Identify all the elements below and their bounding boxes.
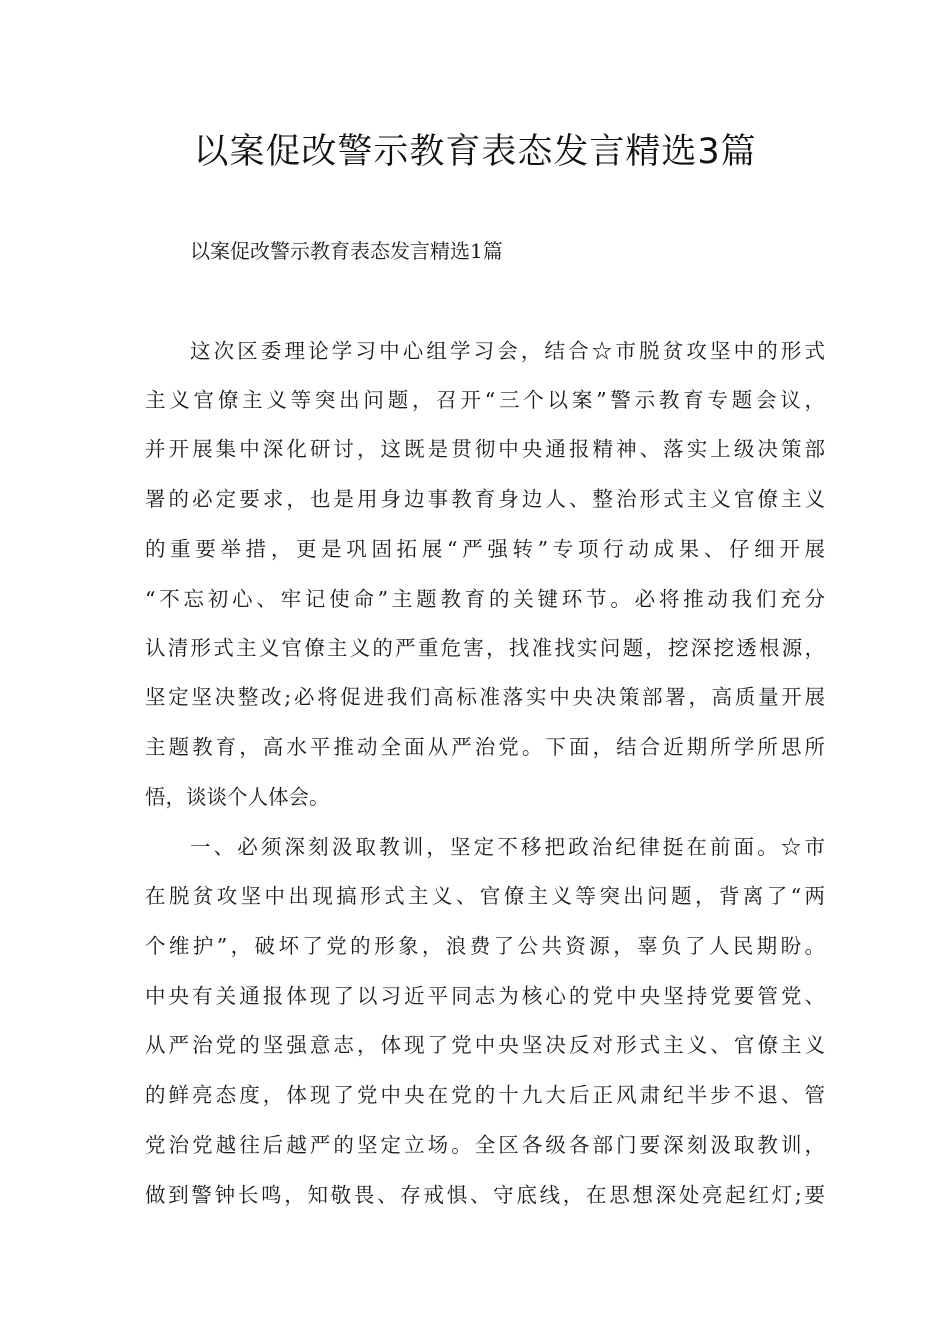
paragraph-line: 中央有关通报体现了以习近平同志为核心的党中央坚持党要管党、 [145, 984, 825, 1008]
paragraph-line: 在脱贫攻坚中出现搞形式主义、官僚主义等突出问题，背离了“两 [145, 884, 825, 908]
document-title: 以案促改警示教育表态发言精选3篇 [193, 132, 757, 172]
paragraph-line: 坚定坚决整改;必将促进我们高标准落实中央决策部署，高质量开展 [145, 685, 825, 709]
paragraph-line: 主题教育，高水平推动全面从严治党。下面，结合近期所学所思所 [145, 735, 825, 759]
paragraph-line: 做到警钟长鸣，知敬畏、存戒惧、守底线，在思想深处亮起红灯;要 [145, 1183, 825, 1207]
paragraph-line: 的重要举措，更是巩固拓展“严强转”专项行动成果、仔细开展 [145, 537, 825, 561]
paragraph-line: 主义官僚主义等突出问题，召开“三个以案”警示教育专题会议， [145, 388, 825, 412]
paragraph-line: 并开展集中深化研讨，这既是贯彻中央通报精神、落实上级决策部 [145, 437, 825, 461]
paragraph-line: “不忘初心、牢记使命”主题教育的关键环节。必将推动我们充分 [145, 587, 825, 611]
paragraph-line: 认清形式主义官僚主义的严重危害，找准找实问题，挖深挖透根源， [145, 636, 825, 660]
paragraph-line: 悟，谈谈个人体会。 [145, 785, 330, 809]
paragraph-line: 署的必定要求，也是用身边事教育身边人、整治形式主义官僚主义 [145, 487, 825, 511]
paragraph-line: 个维护”，破坏了党的形象，浪费了公共资源，辜负了人民期盼。 [145, 934, 825, 958]
paragraph-line: 从严治党的坚强意志，体现了党中央坚决反对形式主义、官僚主义 [145, 1033, 825, 1057]
paragraph-line: 党治党越往后越严的坚定立场。全区各级各部门要深刻汲取教训， [145, 1133, 825, 1157]
paragraph-line: 一、必须深刻汲取教训，坚定不移把政治纪律挺在前面。☆市 [190, 835, 825, 859]
paragraph-line: 的鲜亮态度，体现了党中央在党的十九大后正风肃纪半步不退、管 [145, 1083, 825, 1107]
paragraph-line: 这次区委理论学习中心组学习会，结合☆市脱贫攻坚中的形式 [190, 339, 825, 363]
document-subtitle: 以案促改警示教育表态发言精选1篇 [190, 239, 503, 263]
